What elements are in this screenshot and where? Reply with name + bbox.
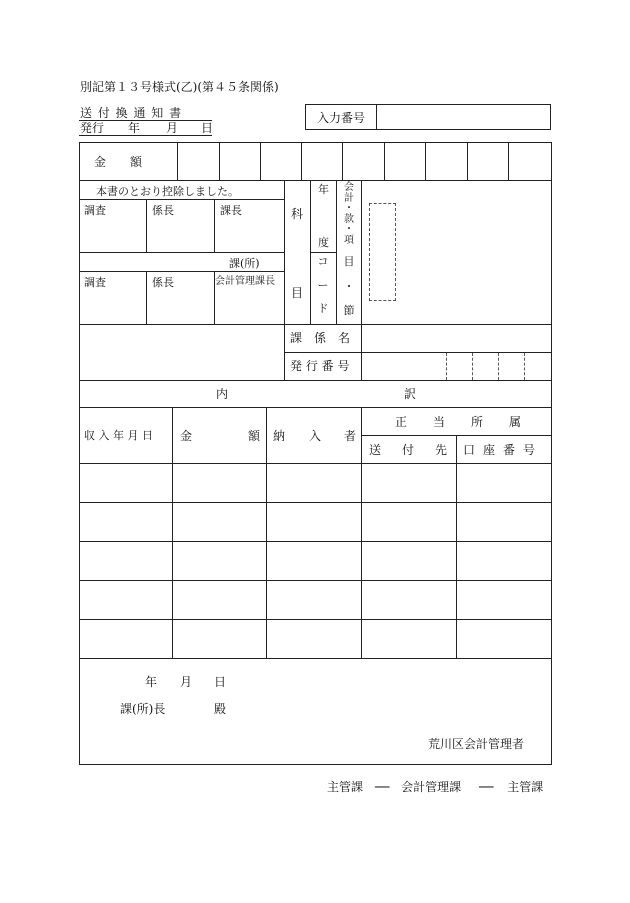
receipt-date-header: 収 入 年 月 日	[84, 429, 153, 442]
amount-header-right: 額	[248, 429, 261, 443]
stamp2-chief: 係長	[152, 276, 174, 289]
table-row[interactable]	[80, 542, 551, 580]
payer-header-b: 入	[309, 429, 322, 443]
amount-label: 金 額	[94, 155, 143, 169]
breakdown-label-left: 内	[216, 387, 229, 401]
kamoku-bottom: 目	[291, 286, 304, 300]
footer-month-label: 月	[180, 675, 193, 689]
form-title: 送 付 換 通 知 書	[80, 106, 183, 120]
amount-header-left: 金	[180, 429, 193, 443]
stamp1-investigation: 調査	[84, 204, 106, 217]
nendo-bottom: 度	[318, 236, 329, 249]
table-row[interactable]	[80, 503, 551, 541]
stamp2-investigation: 調査	[84, 276, 106, 289]
routing-line: 主管課 ── 会計管理課 ── 主管課	[327, 780, 544, 794]
payer-header-a: 納	[273, 429, 286, 443]
amount-digit-cells[interactable]	[179, 144, 550, 178]
issue-year-label: 年	[128, 121, 141, 135]
honorific-label: 殿	[214, 702, 227, 716]
input-number-field[interactable]	[378, 106, 549, 128]
issue-number-field[interactable]	[363, 354, 550, 379]
kamoku-top: 科	[291, 207, 304, 221]
account-top-label: 会 計 ・ 款 ・ 項	[344, 182, 354, 246]
account-bottom-label: 目 ・ 節	[343, 255, 355, 318]
section-office-label: 課(所)	[229, 257, 260, 270]
code-label: コ ー ド	[317, 255, 329, 316]
account-code-entry[interactable]	[369, 203, 396, 301]
issue-day-label: 日	[201, 121, 214, 135]
stamp1-chief: 係長	[152, 204, 174, 217]
payer-header-c: 者	[344, 429, 357, 443]
stamp2-accounting-head: 会計管理課長	[215, 276, 275, 287]
issue-underline	[79, 135, 212, 136]
form-reference: 別記第１３号様式(乙)(第４５条関係)	[80, 80, 279, 94]
issue-month-label: 月	[166, 121, 179, 135]
issue-label: 発行	[80, 121, 105, 135]
input-number-label: 入力番号	[317, 111, 366, 125]
footer-year-label: 年	[145, 675, 158, 689]
section-name-label: 課 係 名	[290, 331, 351, 345]
account-number-header: 口 座 番 号	[463, 443, 536, 457]
table-row[interactable]	[80, 581, 551, 619]
send-to-header: 送 付 先	[369, 443, 448, 457]
deduction-notice: 本書のとおり控除しました。	[96, 185, 239, 198]
breakdown-label-right: 訳	[404, 387, 417, 401]
issuer-label: 荒川区会計管理者	[428, 737, 525, 751]
addressee-label: 課(所)長	[120, 702, 166, 716]
section-name-field[interactable]	[363, 326, 550, 351]
table-row[interactable]	[80, 620, 551, 658]
stamp1-section-head: 課長	[220, 204, 242, 217]
footer-day-label: 日	[214, 675, 227, 689]
nendo-top: 年	[318, 183, 329, 196]
table-row[interactable]	[80, 464, 551, 502]
issue-number-label: 発 行 番 号	[290, 359, 350, 373]
proper-affiliation-header: 正 当 所 属	[395, 415, 522, 429]
